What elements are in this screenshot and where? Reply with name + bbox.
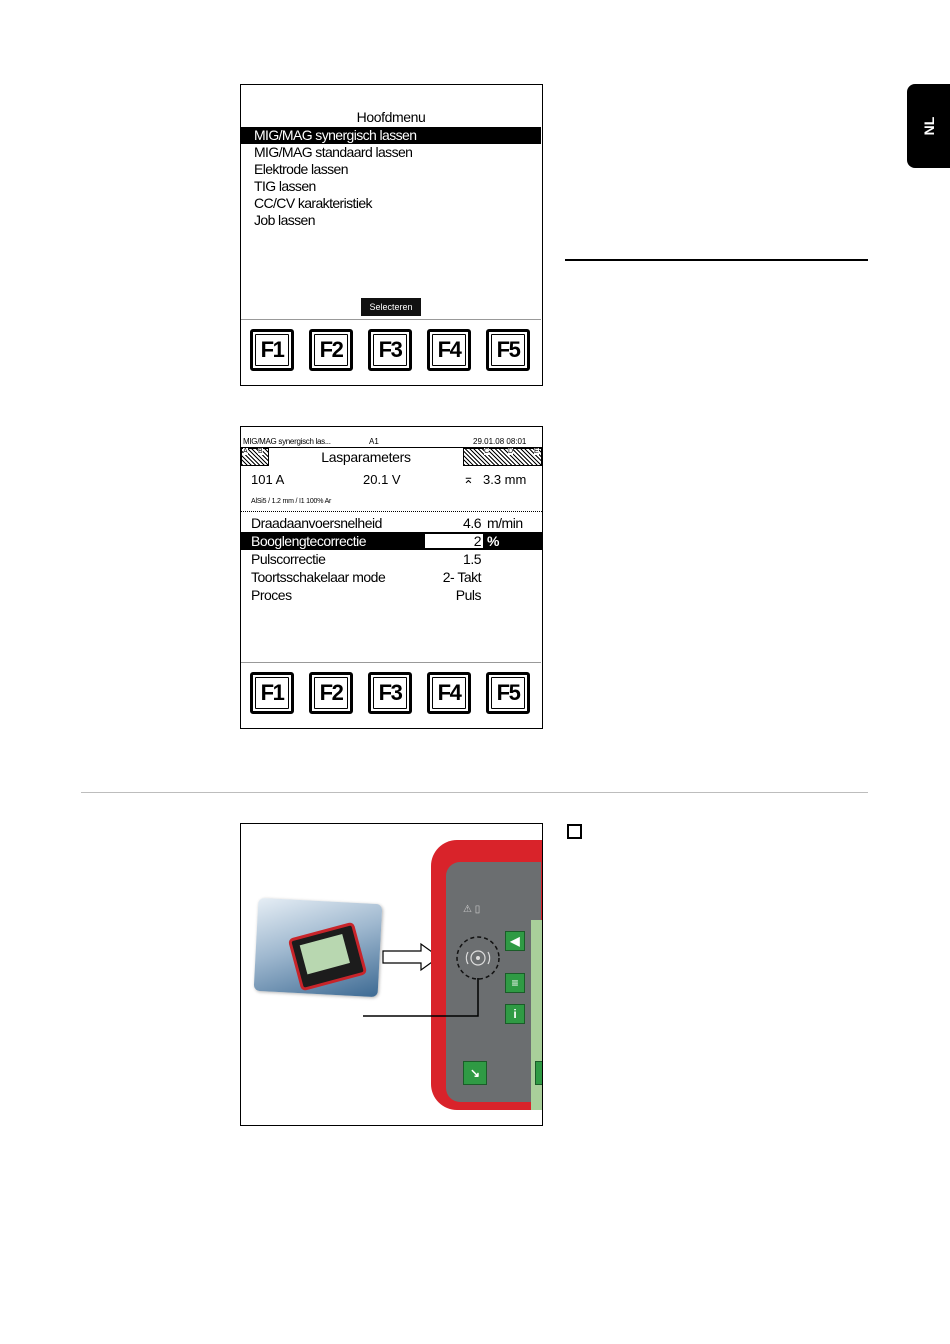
- f5-button[interactable]: F5: [486, 329, 530, 371]
- page-divider: [81, 792, 868, 793]
- mode-button[interactable]: ↘: [463, 1061, 487, 1085]
- param-process-label[interactable]: Proces: [251, 587, 292, 603]
- f3-button[interactable]: F3: [368, 672, 412, 714]
- param-wire-speed-label[interactable]: Draadaanvoersnelheid: [251, 515, 382, 531]
- status-tag: A1: [369, 437, 379, 446]
- voltage-readout: 20.1 V: [363, 472, 401, 487]
- thickness-icon: ⌅: [463, 471, 474, 486]
- menu-item-mig-mag-synergic[interactable]: MIG/MAG synergisch lassen: [241, 127, 541, 144]
- side-button[interactable]: [535, 1061, 543, 1085]
- section-rule: [565, 259, 868, 261]
- menu-item-mig-mag-standard[interactable]: MIG/MAG standaard lassen: [254, 144, 413, 160]
- thickness-readout: 3.3 mm: [483, 472, 527, 487]
- card-reader-photo: [240, 823, 543, 1126]
- param-pulse-correction-label[interactable]: Pulscorrectie: [251, 551, 326, 567]
- function-key-bar: [241, 662, 541, 729]
- f4-button[interactable]: F4: [427, 329, 471, 371]
- left-arrow-button[interactable]: ◀: [505, 931, 525, 951]
- current-readout: 101 A: [251, 472, 285, 487]
- param-wire-speed-value: 4.6: [463, 515, 481, 531]
- param-arc-length-unit: %: [487, 533, 499, 549]
- menu-item-tig[interactable]: TIG lassen: [254, 178, 316, 194]
- param-torch-mode-value: 2- Takt: [442, 569, 481, 585]
- language-label: NL: [920, 116, 937, 136]
- material-info: AlSi5 / 1.2 mm / I1 100% Ar: [251, 498, 332, 505]
- info-button[interactable]: i: [505, 1004, 525, 1024]
- menu-list-button[interactable]: ≡: [505, 973, 525, 993]
- function-key-bar: [241, 319, 541, 386]
- menu-item-electrode[interactable]: Elektrode lassen: [254, 161, 348, 177]
- param-torch-mode-label[interactable]: Toortsschakelaar mode: [251, 569, 386, 585]
- tab-a[interactable]: A B: [241, 448, 269, 466]
- language-tab: [907, 84, 950, 168]
- select-softkey-label: Selecteren: [361, 298, 421, 316]
- card-reader-sensor-icon: [455, 935, 501, 981]
- f3-button[interactable]: F3: [368, 329, 412, 371]
- param-arc-length-value: 2: [473, 533, 481, 549]
- step-checkbox[interactable]: [567, 824, 582, 839]
- f4-button[interactable]: F4: [427, 672, 471, 714]
- menu-item-cc-cv[interactable]: CC/CV karakteristiek: [254, 195, 372, 211]
- f1-button[interactable]: F1: [250, 672, 294, 714]
- f2-button[interactable]: F2: [309, 329, 353, 371]
- status-mode: MIG/MAG synergisch las...: [243, 437, 331, 446]
- tab-c-d-e[interactable]: C D E: [463, 448, 542, 466]
- menu-item-job[interactable]: Job lassen: [254, 212, 315, 228]
- main-menu-screen: [240, 84, 543, 386]
- menu-title: Hoofdmenu: [356, 109, 426, 125]
- warning-icon: ⚠ ▯: [463, 904, 481, 915]
- card-device-picture: [288, 922, 368, 992]
- weld-parameters-screen: [240, 426, 543, 729]
- param-arc-length-label[interactable]: Booglengtecorrectie: [251, 533, 367, 549]
- info-separator: [241, 511, 542, 512]
- param-wire-speed-unit: m/min: [487, 515, 523, 531]
- f2-button[interactable]: F2: [309, 672, 353, 714]
- param-pulse-correction-value: 1.5: [463, 551, 481, 567]
- f1-button[interactable]: F1: [250, 329, 294, 371]
- f5-button[interactable]: F5: [486, 672, 530, 714]
- callout-line: [361, 976, 481, 1020]
- status-datetime: 29.01.08 08:01: [473, 437, 527, 446]
- param-process-value: Puls: [455, 587, 481, 603]
- parameters-title: Lasparameters: [321, 449, 411, 465]
